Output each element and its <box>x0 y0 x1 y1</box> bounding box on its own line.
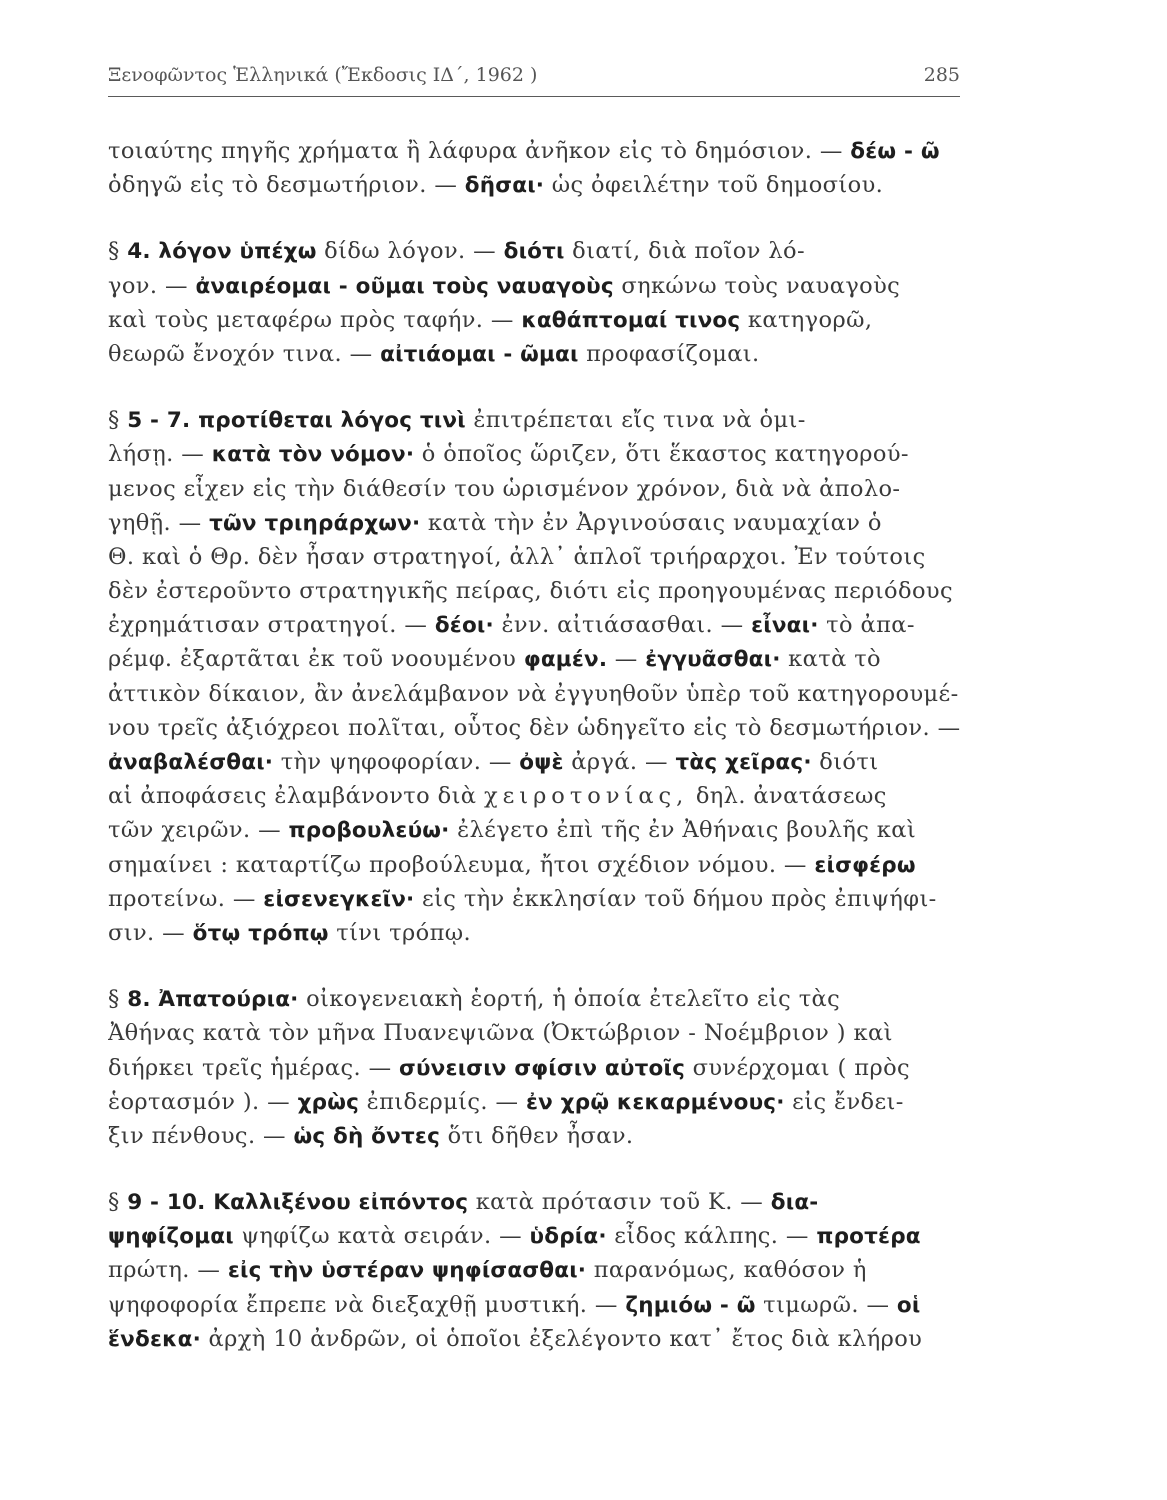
lemma-term: ἐν χρῷ κεκαρμένους· <box>525 1089 785 1115</box>
text-line <box>108 916 976 950</box>
text-line <box>108 642 976 676</box>
text-line <box>108 1288 976 1322</box>
text-line <box>108 1119 976 1153</box>
gloss-text: § <box>108 986 128 1013</box>
text-line <box>108 1016 976 1050</box>
lemma-term: εἰς τὴν ὑστέραν ψηφίσασθαι· <box>227 1258 587 1284</box>
gloss-text: νου τρεῖς ἀξιόχρεοι πολῖται, οὗτος δὲν ὡδηγεῖτο εἰς τὸ δεσμωτήριον. — <box>108 714 961 741</box>
lemma-term: φαμέν. <box>523 647 608 673</box>
text-line <box>108 134 976 168</box>
gloss-text: ἀργά. — <box>563 749 676 775</box>
text-line <box>108 303 976 337</box>
gloss-text: κατὰ τὴν ἐν Ἀργινούσαις ναυμαχίαν ὁ <box>420 509 882 536</box>
text-line <box>108 779 976 813</box>
lemma-term: ὅτῳ τρόπῳ <box>192 920 329 946</box>
gloss-text: § <box>108 407 128 434</box>
text-line <box>108 882 976 916</box>
gloss-text: κατὰ πρότασιν τοῦ Κ. — <box>468 1189 771 1216</box>
paragraph <box>108 1185 976 1356</box>
gloss-text: παρανόμως, καθόσον ἡ <box>586 1257 867 1284</box>
text-line <box>108 337 976 371</box>
gloss-text: σημαίνει : καταρτίζω προβούλευμα, ἤτοι σχέδιον νόμου. — <box>108 851 815 878</box>
gloss-text: ἐλέγετο ἐπὶ τῆς ἐν Ἀθήναις βουλῆς καὶ <box>449 817 917 844</box>
gloss-text: πρώτη. — <box>108 1257 228 1284</box>
gloss-text: ἐπιδερμίς. — <box>359 1088 526 1115</box>
gloss-text: ἀρχὴ 10 ἀνδρῶν, οἱ ὁποῖοι ἐξελέγοντο κατ᾽ ἔτος διὰ κλήρου <box>200 1325 923 1352</box>
gloss-text: ρέμφ. ἐξαρτᾶται ἐκ τοῦ νοουμένου <box>108 646 524 673</box>
gloss-text: ἑορτασμόν ). — <box>108 1088 298 1115</box>
spaced-emphasis: χειροτονίας, <box>483 783 689 810</box>
text-line <box>108 1322 976 1356</box>
lemma-term: αἰτιάομαι - ῶμαι <box>380 341 579 367</box>
text-line <box>108 1219 976 1253</box>
gloss-text: ὅτι δῆθεν ἦσαν. <box>440 1122 634 1149</box>
gloss-text: δηλ. ἀνατάσεως <box>688 783 887 810</box>
gloss-text: προτείνω. — <box>108 885 264 912</box>
gloss-text: ψηφοφορία ἔπρεπε νὰ διεξαχθῇ μυστική. — <box>108 1291 626 1318</box>
lemma-term: ἀναιρέομαι - οῦμαι τοὺς ναυαγοὺς <box>195 273 614 299</box>
text-line <box>108 540 976 574</box>
lemma-term: ἕνδεκα· <box>108 1326 201 1352</box>
lemma-term: ὡς δὴ ὄντες <box>293 1123 441 1149</box>
gloss-text: ἐχρημάτισαν στρατηγοί. — <box>108 612 435 639</box>
lemma-term: εἶναι· <box>751 613 819 639</box>
gloss-text: διατί, διὰ ποῖον λό- <box>564 238 805 265</box>
paragraph <box>108 982 976 1153</box>
gloss-text: τοιαύτης πηγῆς χρήματα ἢ λάφυρα ἀνῆκον εἰς τὸ δημόσιον. — <box>108 138 851 164</box>
gloss-text: δὲν ἐστεροῦντο στρατηγικῆς πείρας, διότι εἰς προηγουμένας περιόδους <box>108 578 953 605</box>
lemma-term: τὰς χεῖρας· <box>675 750 812 775</box>
lemma-term: ψηφίζομαι <box>108 1224 234 1250</box>
text-line <box>108 1085 976 1119</box>
text-line <box>108 677 976 711</box>
gloss-text: τὸ ἀπα- <box>818 612 915 639</box>
gloss-text: συνέρχομαι ( πρὸς <box>685 1054 911 1081</box>
gloss-text: Ἀθήνας κατὰ τὸν μῆνα Πυανεψιῶνα (Ὀκτώβριον - Νοέμβριον ) καὶ <box>108 1020 893 1047</box>
header-title: Ξενοφῶντος Ἑλληνικά (Ἔκδοσις ΙΔ΄, 1962 ) <box>108 64 538 86</box>
text-line <box>108 711 976 745</box>
page-number: 285 <box>923 64 960 86</box>
paragraph <box>108 134 976 202</box>
lemma-term: χρὼς <box>297 1089 360 1115</box>
lemma-term: καθάπτομαί τινος <box>521 307 741 333</box>
lemma-term: κατὰ τὸν νόμον· <box>211 442 415 468</box>
gloss-text: θεωρῶ ἔνοχόν τινα. — <box>108 340 381 367</box>
lemma-term: ἀναβαλέσθαι· <box>108 750 274 775</box>
lemma-term: οἱ <box>896 1292 921 1318</box>
text-line <box>108 813 976 847</box>
lemma-term: 9 - 10. Καλλιξένου εἰπόντος <box>127 1190 469 1216</box>
lemma-term: ὑδρία· <box>529 1224 607 1250</box>
gloss-text: ὁδηγῶ εἰς τὸ δεσμωτήριον. — <box>108 172 465 199</box>
lemma-term: τῶν τριηράρχων· <box>209 510 421 536</box>
gloss-text: διότι <box>811 749 879 775</box>
gloss-text: μενος εἶχεν εἰς τὴν διάθεσίν του ὡρισμένον χρόνον, διὰ νὰ ἀπολο- <box>108 475 901 502</box>
lemma-term: 5 - 7. προτίθεται λόγος τινὶ <box>127 408 466 434</box>
gloss-text: τὴν ψηφοφορίαν. — <box>273 749 520 775</box>
lemma-term: 8. Ἀπατούρια· <box>127 987 299 1013</box>
paragraph-gap <box>108 371 976 403</box>
gloss-text: τίνι τρόπῳ. <box>328 919 472 946</box>
lemma-term: εἰσφέρω <box>814 852 916 878</box>
gloss-text: ὁ ὁποῖος ὥριζεν, ὅτι ἕκαστος κατηγορού- <box>414 441 909 468</box>
text-line <box>108 506 976 540</box>
paragraph <box>108 234 976 371</box>
lemma-term: διότι <box>503 239 565 265</box>
gloss-text: § <box>108 1189 128 1216</box>
text-line <box>108 745 976 779</box>
lemma-term: δῆσαι· <box>464 173 545 199</box>
paragraph <box>108 403 976 950</box>
text-line <box>108 269 976 303</box>
lemma-term: εἰσενεγκεῖν· <box>263 886 415 912</box>
text-line <box>108 1185 976 1219</box>
gloss-text: λήσῃ. — <box>108 441 212 468</box>
gloss-text: γηθῇ. — <box>108 509 210 536</box>
lemma-term: ζημιόω - ῶ <box>625 1292 756 1318</box>
lemma-term: δέοι· <box>434 613 494 639</box>
text-line <box>108 1253 976 1287</box>
gloss-text: ἀττικὸν δίκαιον, ἂν ἀνελάμβανον νὰ ἐγγυηθοῦν ὑπὲρ τοῦ κατηγορουμέ- <box>108 680 959 707</box>
lemma-term: προτέρα <box>816 1224 921 1250</box>
text-line <box>108 608 976 642</box>
text-line <box>108 234 976 268</box>
gloss-text: γον. — <box>108 272 196 299</box>
gloss-text: εἶδος κάλπης. — <box>606 1223 817 1250</box>
gloss-text: δίδω λόγον. — <box>316 238 504 265</box>
lemma-term: δέω - ῶ <box>850 139 940 164</box>
lemma-term: δια- <box>770 1190 819 1216</box>
paragraph-gap <box>108 950 976 982</box>
text-line <box>108 403 976 437</box>
paragraph-gap <box>108 1153 976 1185</box>
gloss-text: ὡς ὀφειλέτην τοῦ δημοσίου. <box>544 172 884 199</box>
gloss-text: κατὰ τὸ <box>780 646 882 673</box>
text-line <box>108 168 976 202</box>
lemma-term: ἐγγυᾶσθαι· <box>645 647 781 673</box>
gloss-text: ἐνν. αἰτιάσασθαι. — <box>493 612 752 639</box>
text-line <box>108 472 976 506</box>
text-line <box>108 982 976 1016</box>
gloss-text: ἐπιτρέπεται εἴς τινα νὰ ὁμι- <box>465 407 806 434</box>
text-line <box>108 848 976 882</box>
lemma-term: προβουλεύω· <box>288 818 450 844</box>
lemma-term: σύνεισιν σφίσιν αὐτοῖς <box>399 1055 686 1081</box>
gloss-text: ψηφίζω κατὰ σειράν. — <box>233 1223 530 1250</box>
running-header <box>108 62 960 97</box>
lemma-term: ὀψὲ <box>519 750 564 775</box>
gloss-text: καὶ τοὺς μεταφέρω πρὸς ταφήν. — <box>108 306 522 333</box>
gloss-text: — <box>607 646 646 673</box>
commentary-body <box>108 134 976 1356</box>
gloss-text: § <box>108 238 128 265</box>
text-line <box>108 1051 976 1085</box>
text-line <box>108 574 976 608</box>
gloss-text: σιν. — <box>108 919 193 946</box>
gloss-text: αἱ ἀποφάσεις ἐλαμβάνοντο διὰ <box>108 783 484 810</box>
gloss-text: εἰς ἔνδει- <box>784 1088 904 1115</box>
gloss-text: Θ. καὶ ὁ Θρ. δὲν ἦσαν στρατηγοί, ἀλλ᾽ ἁπλοῖ τριήραρχοι. Ἐν τούτοις <box>108 543 926 570</box>
gloss-text: προφασίζομαι. <box>578 340 760 367</box>
text-line <box>108 437 976 471</box>
paragraph-gap <box>108 202 976 234</box>
gloss-text: τῶν χειρῶν. — <box>108 817 289 844</box>
gloss-text: εἰς τὴν ἐκκλησίαν τοῦ δήμου πρὸς ἐπιψήφι- <box>414 885 937 912</box>
gloss-text: διήρκει τρεῖς ἡμέρας. — <box>108 1054 400 1081</box>
gloss-text: σηκώνω τοὺς ναυαγοὺς <box>613 272 901 299</box>
gloss-text: κατηγορῶ, <box>740 306 873 333</box>
gloss-text: ξιν πένθους. — <box>108 1122 294 1149</box>
gloss-text: οἰκογενειακὴ ἑορτή, ἡ ὁποία ἐτελεῖτο εἰς τὰς <box>298 986 841 1013</box>
lemma-term: 4. λόγον ὑπέχω <box>127 239 317 265</box>
gloss-text: τιμωρῶ. — <box>755 1291 897 1318</box>
